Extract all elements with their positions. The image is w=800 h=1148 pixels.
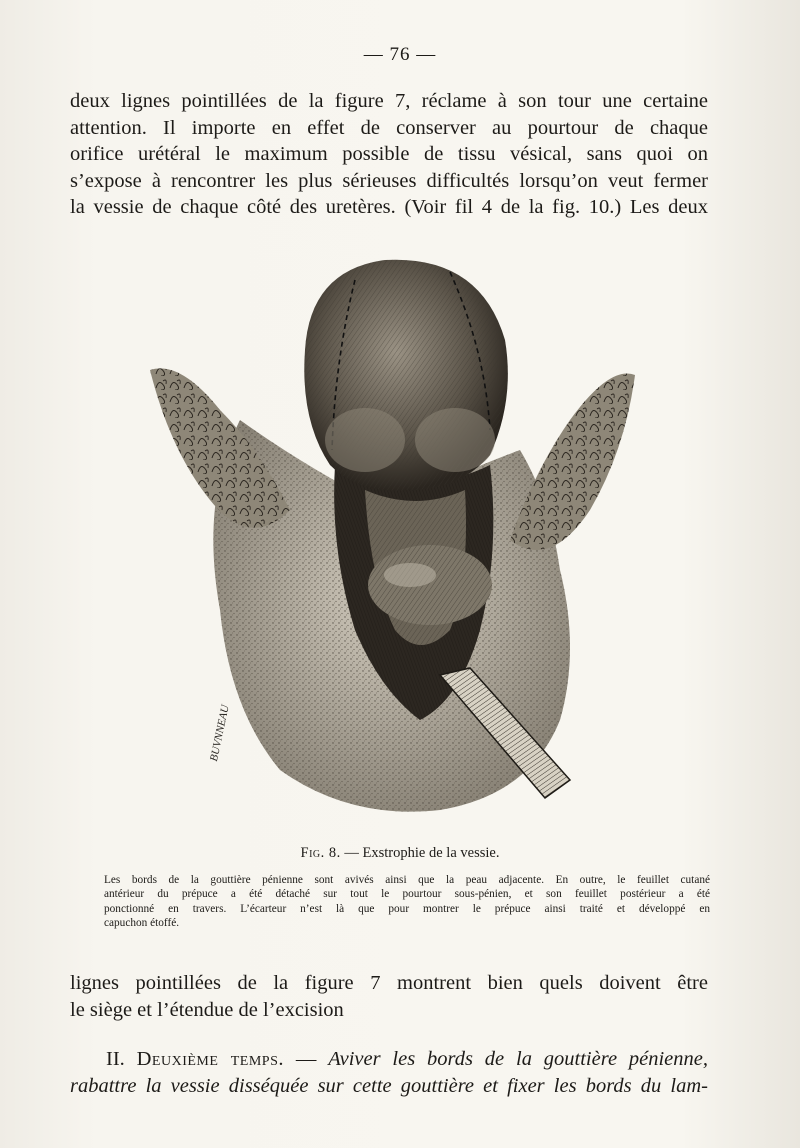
section-heading: Deuxième temps. [136,1048,285,1070]
text-line: attention. Il importe en effet de conserver au pourtour de chaque [70,116,708,139]
engraver-signature: BUVNNEAU [208,703,232,763]
section-heading-line [70,1046,708,1073]
section-heading-paragraph [70,1046,708,1100]
section-dash: — [295,1048,317,1070]
text-line: deux lignes pointillées de la figure 7, réclame à son tour une certaine [70,90,708,112]
paragraph-top [70,88,708,221]
text-line: la vessie de chaque côté des uretères. (Voir fil 4 de la fig. 10.) Les deux [70,196,708,218]
page-number: — 76 — [363,44,437,65]
text-line: le siège et l’étendue de l’excision [70,999,344,1021]
paragraph-middle [70,970,708,1024]
section-instruction-continued: rabattre la vessie disséquée sur cette gouttière et fixer les bords du lam- [70,1075,708,1097]
text-line: lignes pointillées de la figure 7 montrent bien quels doivent être [70,972,708,994]
text-line: orifice urétéral le maximum possible de tissu vésical, sans quoi on [70,143,708,165]
text-line: s’expose à rencontrer les plus sérieuses difficultés lorsqu’on veut fermer [70,169,708,192]
caption-line: Les bords de la gouttière pénienne sont avivés ainsi que la peau adjacente. En outre, le feuillet cutané [104,874,710,886]
figure-title [0,845,800,862]
figure-label: Fig. 8. [300,845,341,861]
section-numeral: II. [106,1048,125,1070]
caption-line: antérieur du prépuce a été détaché sur tout le pourtour sous-pénien, et son feuillet postérieur a été [104,888,710,901]
caption-line: capuchon étoffé. [104,916,180,929]
caption-line: ponctionné en travers. L’écarteur n’est là que pour montrer le prépuce ainsi traité et développé en [104,902,710,915]
figure-title-text: — Exstrophie de la vessie. [344,845,500,861]
section-instruction: Aviver les bords de la gouttière pénienne, [328,1048,708,1070]
figure-caption [104,873,710,930]
